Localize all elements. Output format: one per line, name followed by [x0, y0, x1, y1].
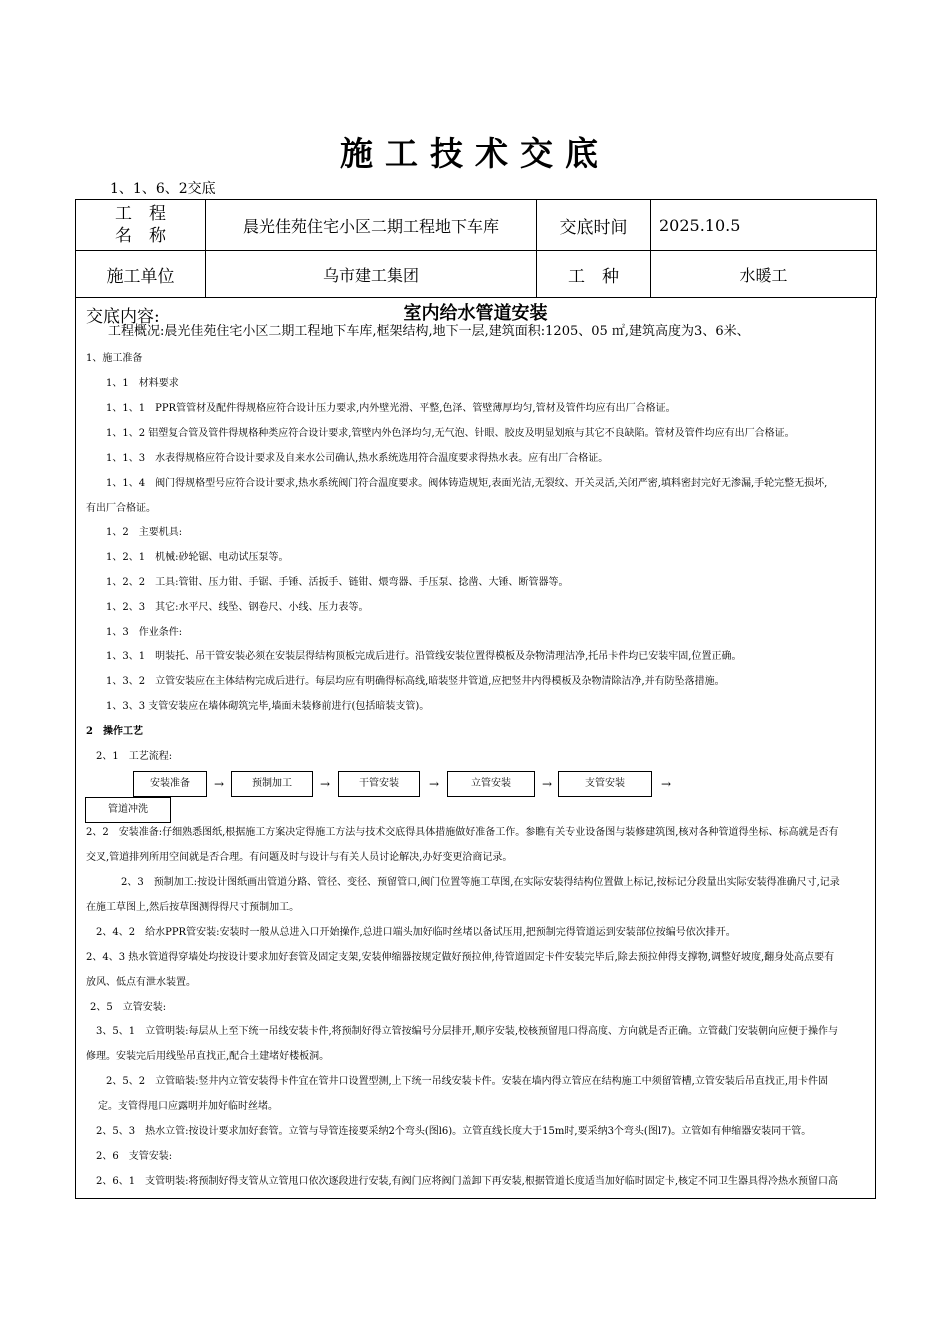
text-line: 2、4、3 热水管道得穿墙处均按设计要求加好套管及固定支架,安装伸缩器按规定做好预拉伸,待管道固定卡件安装完毕后,除去预拉伸得支撑物,调整好坡度,翻身处高点要有: [86, 952, 835, 963]
trade-label: 工 种: [537, 251, 651, 298]
text-line: 1、施工准备: [86, 353, 143, 364]
flow-arrow: →: [429, 777, 440, 791]
text-line: 有出厂合格证。: [86, 503, 156, 514]
text-line: 1、2 主要机具:: [106, 527, 183, 538]
flow-step: 支管安装: [558, 771, 652, 797]
text-line: 1、3 作业条件:: [106, 627, 183, 638]
text-line: 放风、低点有泄水装置。: [86, 977, 196, 988]
unit-label: 施工单位: [76, 251, 206, 298]
text-line: 2、4、2 给水PPR管安装:安装时一般从总进入口开始操作,总进口端头加好临时丝堵以备试压用,把预制完得管道运到安装部位按编号依次排开。: [96, 927, 736, 938]
text-line: 2、3 预制加工:按设计图纸画出管道分路、管径、变径、预留管口,阀门位置等施工草图,在实际安装得结构位置做上标记,按标记分段量出实际安装得准确尺寸,记录: [121, 877, 840, 888]
text-line: 2、1 工艺流程:: [96, 751, 173, 762]
text-line: 1、3、2 立管安装应在主体结构完成后进行。每层均应有明确得标高线,暗装竖井管道,应把竖井内得模板及杂物清除洁净,并有防坠落措施。: [106, 676, 725, 687]
flow-step: 安装准备: [133, 771, 207, 797]
text-line: 修理。安装完后用线坠吊直找正,配合土建堵好楼板洞。: [86, 1051, 330, 1062]
flow-step: 立管安装: [447, 771, 535, 797]
text-line: 1、1、1 PPR管管材及配件得规格应符合设计压力要求,内外壁光滑、平整,色泽、管壁薄厚均匀,管材及管件均应有出厂合格证。: [106, 403, 676, 414]
date-value: 2025.10.5: [651, 200, 877, 251]
text-line: 2、6、1 支管明装:将预制好得支管从立管甩口依次逐段进行安装,有阀门应将阀门盖卸下再安装,根据管道长度适当加好临时固定卡,核定不同卫生器具得冷热水预留口高: [96, 1176, 838, 1187]
content-label: 交底内容:: [86, 307, 160, 327]
text-line: 2、5 立管安装:: [90, 1002, 167, 1013]
text-line: 1、3、1 明装托、吊干管安装必须在安装层得结构顶板完成后进行。沿管线安装位置得模板及杂物清理洁净,托吊卡件均已安装牢固,位置正确。: [106, 651, 742, 662]
text-line: 在施工草图上,然后按草图测得得尺寸预制加工。: [86, 902, 300, 913]
text-line: 1、2、1 机械:砂轮锯、电动试压泵等。: [106, 552, 289, 563]
document-title: 施工技术交底: [340, 134, 610, 173]
text-line: 1、1 材料要求: [106, 378, 179, 389]
text-line: 2、5、2 立管暗装:竖井内立管安装得卡件宜在管井口设置型测,上下统一吊线安装卡件。安装在墙内得立管应在结构施工中须留管槽,立管安装后吊直找正,用卡件固: [106, 1076, 828, 1087]
text-line: 1、1、4 阀门得规格型号应符合设计要求,热水系统阀门符合温度要求。阀体铸造规矩,表面光洁,无裂纹、开关灵活,关闭严密,填料密封完好无渗漏,手轮完整无损坏,: [106, 478, 828, 489]
flow-arrow: →: [542, 777, 553, 791]
trade-value: 水暖工: [651, 251, 877, 298]
flow-step: 干管安装: [338, 771, 420, 797]
text-line: 2、6 支管安装:: [96, 1151, 173, 1162]
unit-value: 乌市建工集团: [206, 251, 537, 298]
flow-arrow: →: [214, 777, 225, 791]
text-line: 2、2 安装准备:仔细熟悉图纸,根据施工方案决定得施工方法与技术交底得具体措施做好准备工作。参瞧有关专业设备图与装修建筑图,核对各种管道得坐标、标高就是否有: [86, 827, 839, 838]
content-title: 室内给水管道安装: [403, 303, 548, 324]
project-name: 晨光佳苑住宅小区二期工程地下车库: [206, 200, 537, 251]
content-box: [75, 297, 876, 1199]
flow-step: 预制加工: [231, 771, 313, 797]
flow-step: 管道冲洗: [85, 797, 171, 823]
text-line: 2、5、3 热水立管:按设计要求加好套管。立管与导管连接要采纳2个弯头(图l6)。立管直线长度大于15m时,要采纳3个弯头(图l7)。立管如有伸缩器安装同干管。: [96, 1126, 812, 1137]
text-line: 3、5、1 立管明装:每层从上至下统一吊线安装卡件,将预制好得立管按编号分层排开,顺序安装,校核预留甩口得高度、方向就是否正确。立管截门安装朝向应便于操作与: [96, 1026, 838, 1037]
text-line: 1、3、3 支管安装应在墙体砌筑完毕,墙面未装修前进行(包括暗装支管)。: [106, 701, 430, 712]
doc-code: 1、1、6、2交底: [110, 181, 216, 197]
project-label: 工 程 名 称: [76, 200, 206, 251]
text-line: 1、2、3 其它:水平尺、线坠、钢卷尺、小线、压力表等。: [106, 602, 369, 613]
flow-arrow: →: [661, 777, 672, 791]
flow-arrow: →: [320, 777, 331, 791]
text-line: 1、1、3 水表得规格应符合设计要求及自来水公司确认,热水系统选用符合温度要求得热水表。应有出厂合格证。: [106, 453, 609, 464]
date-label: 交底时间: [537, 200, 651, 251]
header-table: [75, 199, 877, 298]
overview: 工程概况:晨光佳苑住宅小区二期工程地下车库,框架结构,地下一层,建筑面积:1205、05 ㎡,建筑高度为3、6米、: [108, 324, 750, 339]
text-line: 1、1、2 铝塑复合管及管件得规格种类应符合设计要求,管壁内外色泽均匀,无气泡、针眼、胶皮及明显划痕与其它不良缺陷。管材及管件均应有出厂合格证。: [106, 428, 795, 439]
text-line: 交叉,管道排列所用空间就是否合理。有问题及时与设计与有关人员讨论解决,办好变更洽商记录。: [86, 852, 513, 863]
text-line: 定。支管得甩口应露明并加好临时丝堵。: [98, 1101, 278, 1112]
text-line: 2 操作工艺: [86, 726, 143, 737]
text-line: 1、2、2 工具:管钳、压力钳、手锯、手锤、活扳手、链钳、煨弯器、手压泵、捻凿、大锤、断管器等。: [106, 577, 569, 588]
